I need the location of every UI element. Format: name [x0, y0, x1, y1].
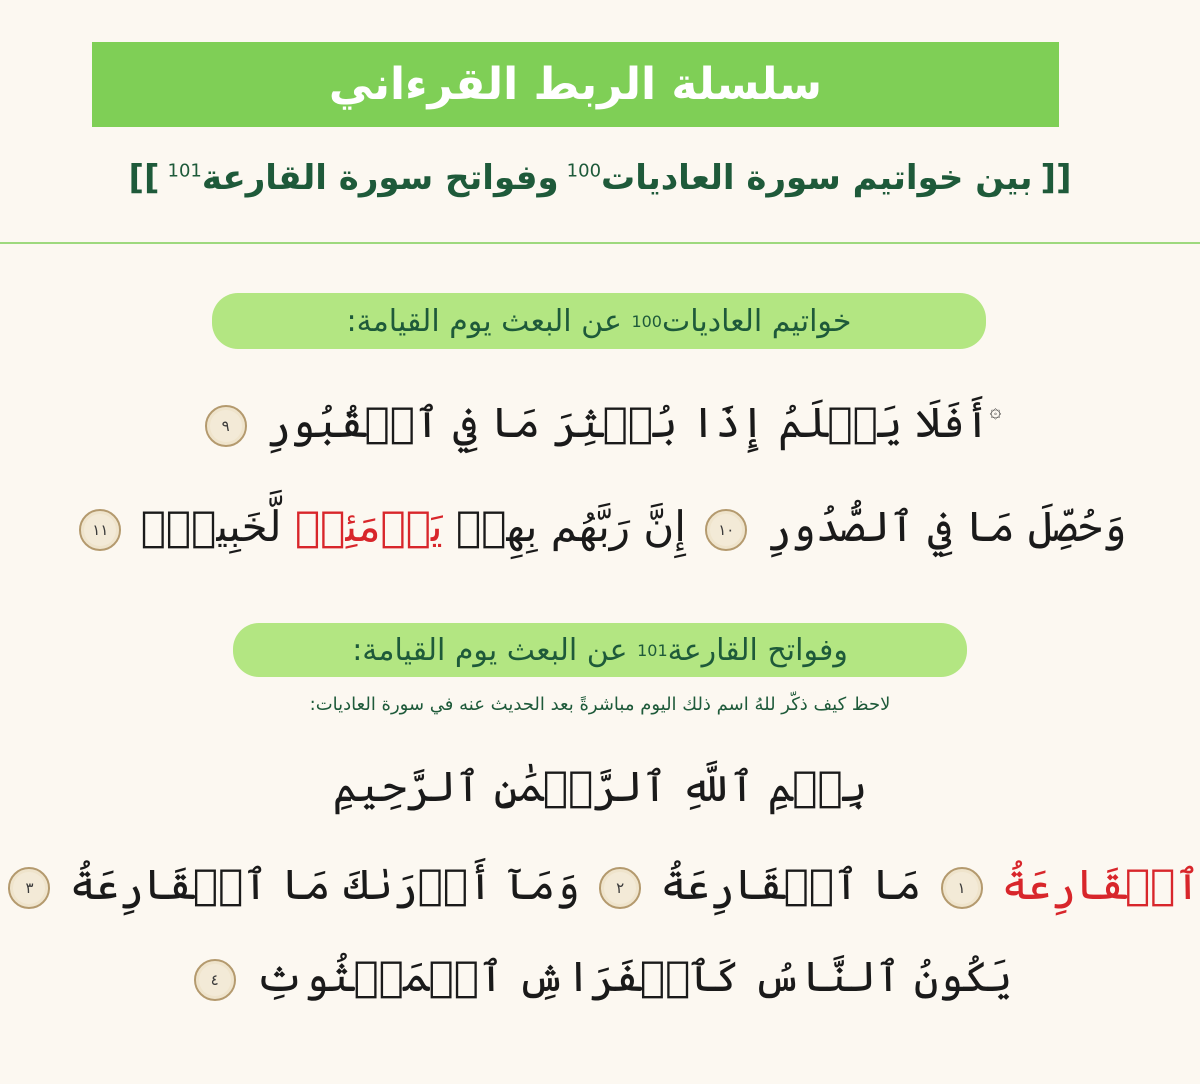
ayah-number-marker: ١٠	[705, 509, 747, 551]
subtitle-number-b: 101	[167, 160, 202, 182]
ayah-number-marker: ١	[941, 867, 983, 909]
verse-line-2	[0, 502, 1200, 572]
basmala: بِسۡمِ ٱللَّهِ ٱلرَّحۡمَٰنِ ٱلرَّحِيمِ	[332, 762, 868, 811]
section2-heading-number: 101	[637, 640, 668, 660]
subtitle-number-a: 100	[566, 160, 602, 182]
verse-line-3	[0, 860, 1200, 930]
rub-el-hizb-icon: ۞	[989, 398, 1002, 422]
ayah-number-marker: ٩	[205, 405, 247, 447]
section1-heading-text-a: خواتيم العاديات	[661, 303, 852, 339]
subtitle-text-a: بين خواتيم سورة العاديات$^{100}$	[566, 158, 1033, 198]
verse-highlight: يَوۡمَئِذٖ	[294, 502, 443, 551]
verse-line-1	[0, 398, 1200, 468]
section2-heading-text-a: وفواتح القارعة	[667, 632, 848, 668]
verse-text: يَكُونُ ٱلنَّاسُ كَٱلۡفَرَاشِ ٱلۡمَبۡثُوثِ	[255, 952, 1013, 1001]
verse-line-4	[0, 952, 1200, 1022]
ayah-number-marker: ١١	[79, 509, 121, 551]
verse-text: وَمَآ أَدۡرَىٰكَ مَا ٱلۡقَارِعَةُ	[69, 860, 580, 909]
divider-line	[0, 242, 1200, 244]
page-title: سلسلة الربط القرءاني	[328, 59, 823, 110]
verse-text: أَفَلَا يَعۡلَمُ إِذَا بُعۡثِرَ مَا فِي ٱلۡقُبُورِ	[266, 398, 990, 447]
verse-text: لَّخَبِيرُۢ	[140, 502, 282, 551]
verse-highlight: ٱلۡقَارِعَةُ	[1001, 860, 1200, 909]
note-text: لاحظ كيف ذكّر للهُ اسم ذلك اليوم مباشرةً بعد الحديث عنه في سورة العاديات:	[309, 694, 891, 715]
subtitle	[0, 148, 1200, 208]
title-banner	[92, 42, 1059, 127]
verse-text: إِنَّ رَبَّهُم بِهِمۡ	[455, 502, 686, 551]
section2-heading-text-b: عن البعث يوم القيامة:	[352, 632, 628, 668]
subtitle-close-bracket: ]]	[128, 158, 160, 198]
verse-text: وَحُصِّلَ مَا فِي ٱلصُّدُورِ	[766, 502, 1127, 551]
section1-heading-number: 100	[631, 311, 662, 331]
ayah-number-marker: ٣	[8, 867, 50, 909]
section-heading-openings	[233, 623, 967, 677]
verse-text: مَا ٱلۡقَارِعَةُ	[660, 860, 922, 909]
section-heading-endings	[212, 293, 986, 349]
section1-heading-text-b: عن البعث يوم القيامة:	[346, 303, 622, 339]
subtitle-open-bracket: [[	[1040, 158, 1072, 198]
ayah-number-marker: ٢	[599, 867, 641, 909]
ayah-number-marker: ٤	[194, 959, 236, 1001]
subtitle-text-b: وفواتح سورة القارعة$^{101}$	[167, 158, 559, 198]
